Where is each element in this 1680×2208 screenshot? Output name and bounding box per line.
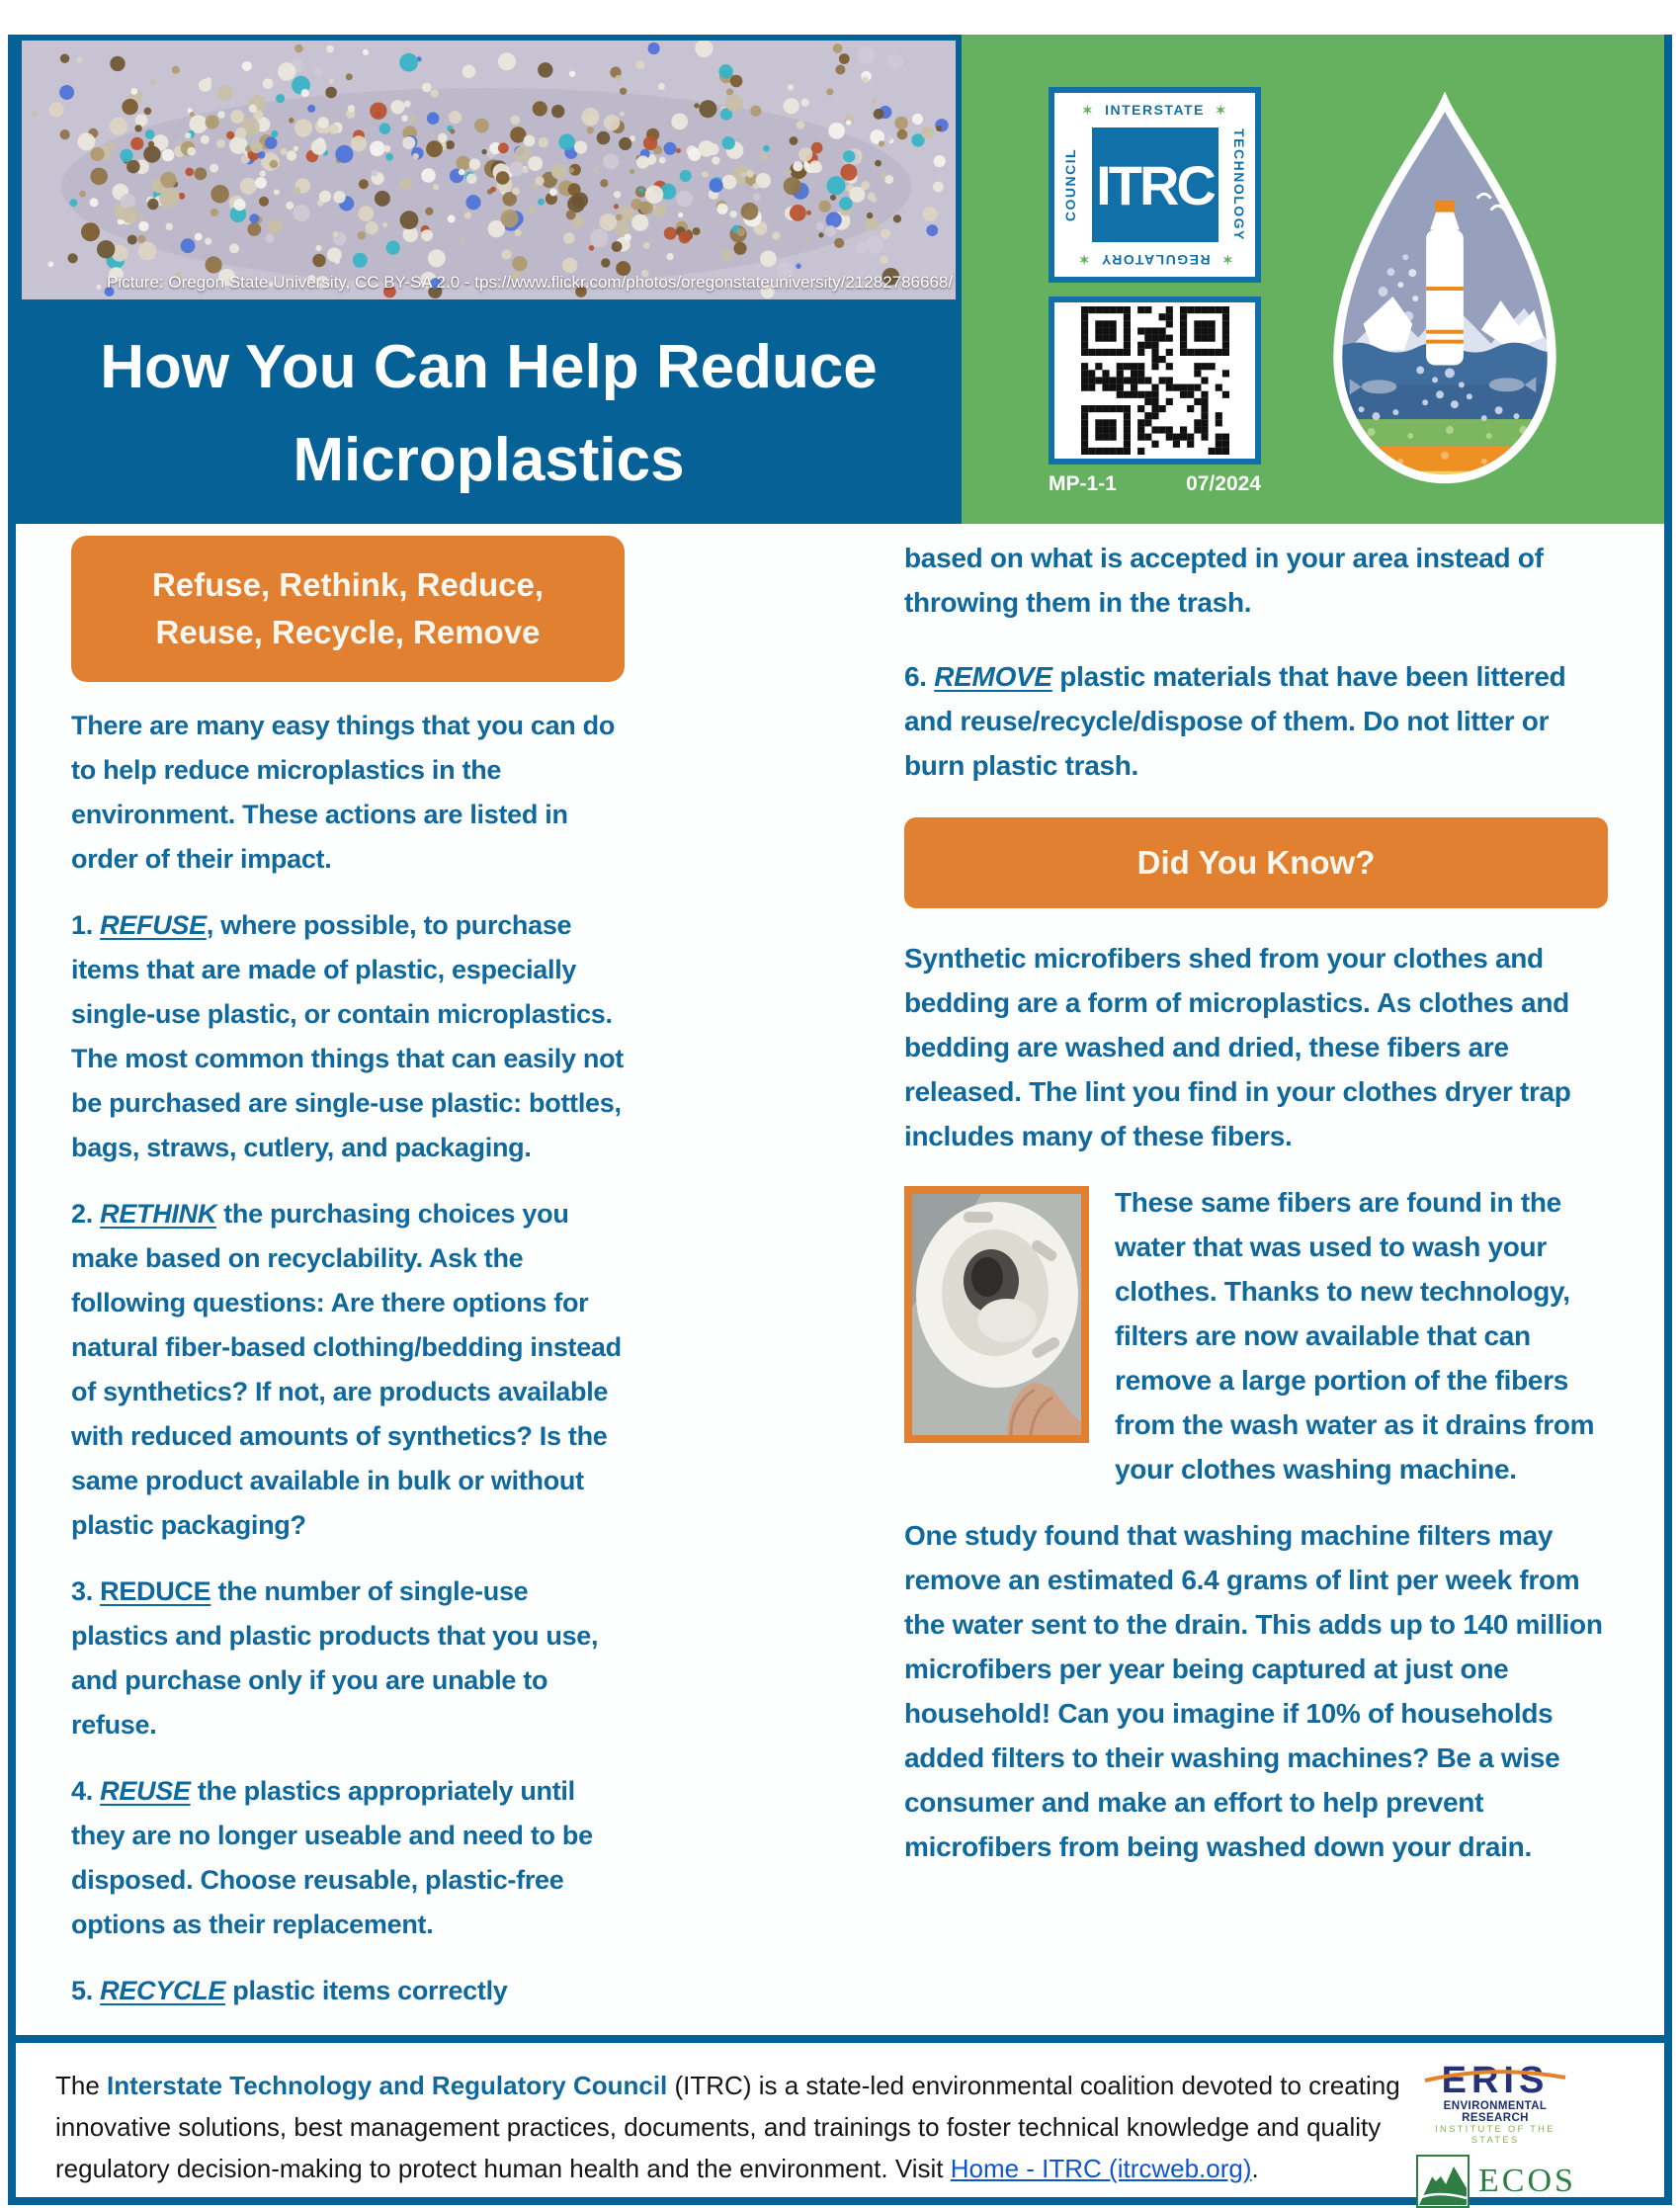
left-column [71, 536, 625, 2035]
star-icon: ✶ [1219, 252, 1233, 267]
document-meta [1049, 472, 1261, 496]
itrc-logo-top-word: ✶ INTERSTATE ✶ [1081, 102, 1228, 118]
photo-credit: Picture: Oregon State University, CC BY-SA 2.0 - tps://www.flickr.com/photos/oregonstateuniversity/21282786668/ [107, 273, 954, 292]
header-band [16, 35, 1664, 524]
page-frame [8, 35, 1672, 2205]
itrc-name: Interstate Technology and Regulatory Council [107, 2071, 668, 2100]
item5-continuation: based on what is accepted in your area instead of throwing them in the trash. [904, 543, 1544, 618]
action-item-2: 2. RETHINK the purchasing choices you make based on recyclability. Ask the following questions: Are there options for natural fiber-based clothing/bedding instead of synthetics? If not, are products available with reduced amounts of synthetics? Is the same product available in bulk or without plastic packaging? [71, 1199, 622, 1540]
section-header-six-rs: Refuse, Rethink, Reduce, Reuse, Recycle, Remove [71, 536, 625, 682]
washer-filter-paragraph: These same fibers are found in the water that was used to wash your clothes. Thanks to new technology, filters are now available that can remove a large portion of the fibers from the wash water as it drains from your clothes washing machine. [1115, 1187, 1595, 1485]
itrc-logo [1049, 87, 1261, 283]
document-date: 07/2024 [1186, 472, 1261, 495]
eris-logo: ERIS ENVIRONMENTAL RESEARCH INSTITUTE OF THE STATES [1416, 2061, 1574, 2146]
ecos-mountain-icon [1416, 2155, 1470, 2208]
page-title [16, 299, 962, 524]
wrap-section [904, 1180, 1608, 1869]
action-item-3: 3. REDUCE the number of single-use plastics and plastic products that you use, and purchase only if you are unable to refuse. [71, 1576, 599, 1740]
header-left [16, 35, 962, 524]
document-id: MP-1-1 [1049, 472, 1117, 495]
ecos-logo: ECOS [1416, 2155, 1576, 2208]
microplastics-photo [16, 35, 962, 299]
main-content [16, 524, 1664, 2035]
microplastics-photo-image [22, 41, 956, 299]
action-item-1: 1. REFUSE, where possible, to purchase items that are made of plastic, especially single-use plastic, or contain microplastics. The most common things that can easily not be purchased are single-use plastic: bottles, bags, straws, cutlery, and packaging. [71, 910, 624, 1162]
page-title-line2: Microplastics [293, 426, 685, 494]
itrc-logo-right-word: TECHNOLOGY [1231, 128, 1247, 241]
footer-logos [1416, 2059, 1648, 2199]
footer-text: The Interstate Technology and Regulatory Council (ITRC) is a state-led environmental coalition devoted to creating innovative solutions, best management practices, documents, and trainings to foster technical knowledge and quality regulatory decision-making to protect human health and the environment. Visit Home - ITRC (itrcweb.org). [55, 2071, 1400, 2183]
action-item-4: 4. REUSE the plastics appropriately until they are no longer useable and need to be disposed. Choose reusable, plastic-free options as their replacement. [71, 1776, 593, 1939]
itrc-logo-acronym: ITRC [1092, 127, 1218, 242]
itrc-logo-left-word: COUNCIL [1062, 147, 1078, 222]
study-paragraph: One study found that washing machine filters may remove an estimated 6.4 grams of lint per week from the water sent to the drain. This adds up to 140 million microfibers per year being captured at just one household! Can you imagine if 10% of households added filters to their washing machines? Be a wise consumer and make an effort to help prevent microfibers from being washed down your drain. [904, 1520, 1603, 1862]
intro-paragraph: There are many easy things that you can do to help reduce microplastics in the environment. These actions are listed in order of their impact. [71, 711, 616, 874]
qr-code [1049, 297, 1261, 465]
right-column [904, 536, 1608, 2035]
eris-arc-icon [1421, 2065, 1569, 2082]
footer [16, 2035, 1664, 2205]
page-title-line1: How You Can Help Reduce [100, 333, 878, 401]
star-icon: ✶ [1076, 252, 1090, 267]
qr-code-image [1081, 306, 1229, 455]
itrc-logo-bottom-word: ✶ REGULATORY ✶ [1076, 252, 1233, 268]
action-item-5: 5. RECYCLE plastic items correctly [71, 1976, 508, 2005]
water-drop-logo [1302, 90, 1587, 500]
action-item-6: 6. REMOVE plastic materials that have been littered and reuse/recycle/dispose of them. Do not litter or burn plastic trash. [904, 661, 1566, 781]
star-icon: ✶ [1215, 103, 1228, 118]
lint-filter-photo [904, 1186, 1089, 1443]
star-icon: ✶ [1081, 103, 1095, 118]
itrc-website-link[interactable]: Home - ITRC (itrcweb.org) [950, 2154, 1252, 2183]
microfibers-paragraph: Synthetic microfibers shed from your clothes and bedding are a form of microplastics. As clothes and bedding are washed and dried, these fibers are released. The lint you find in your clothes dryer trap includes many of these fibers. [904, 943, 1571, 1151]
did-you-know-header: Did You Know? [904, 817, 1608, 908]
header-right [962, 35, 1664, 524]
